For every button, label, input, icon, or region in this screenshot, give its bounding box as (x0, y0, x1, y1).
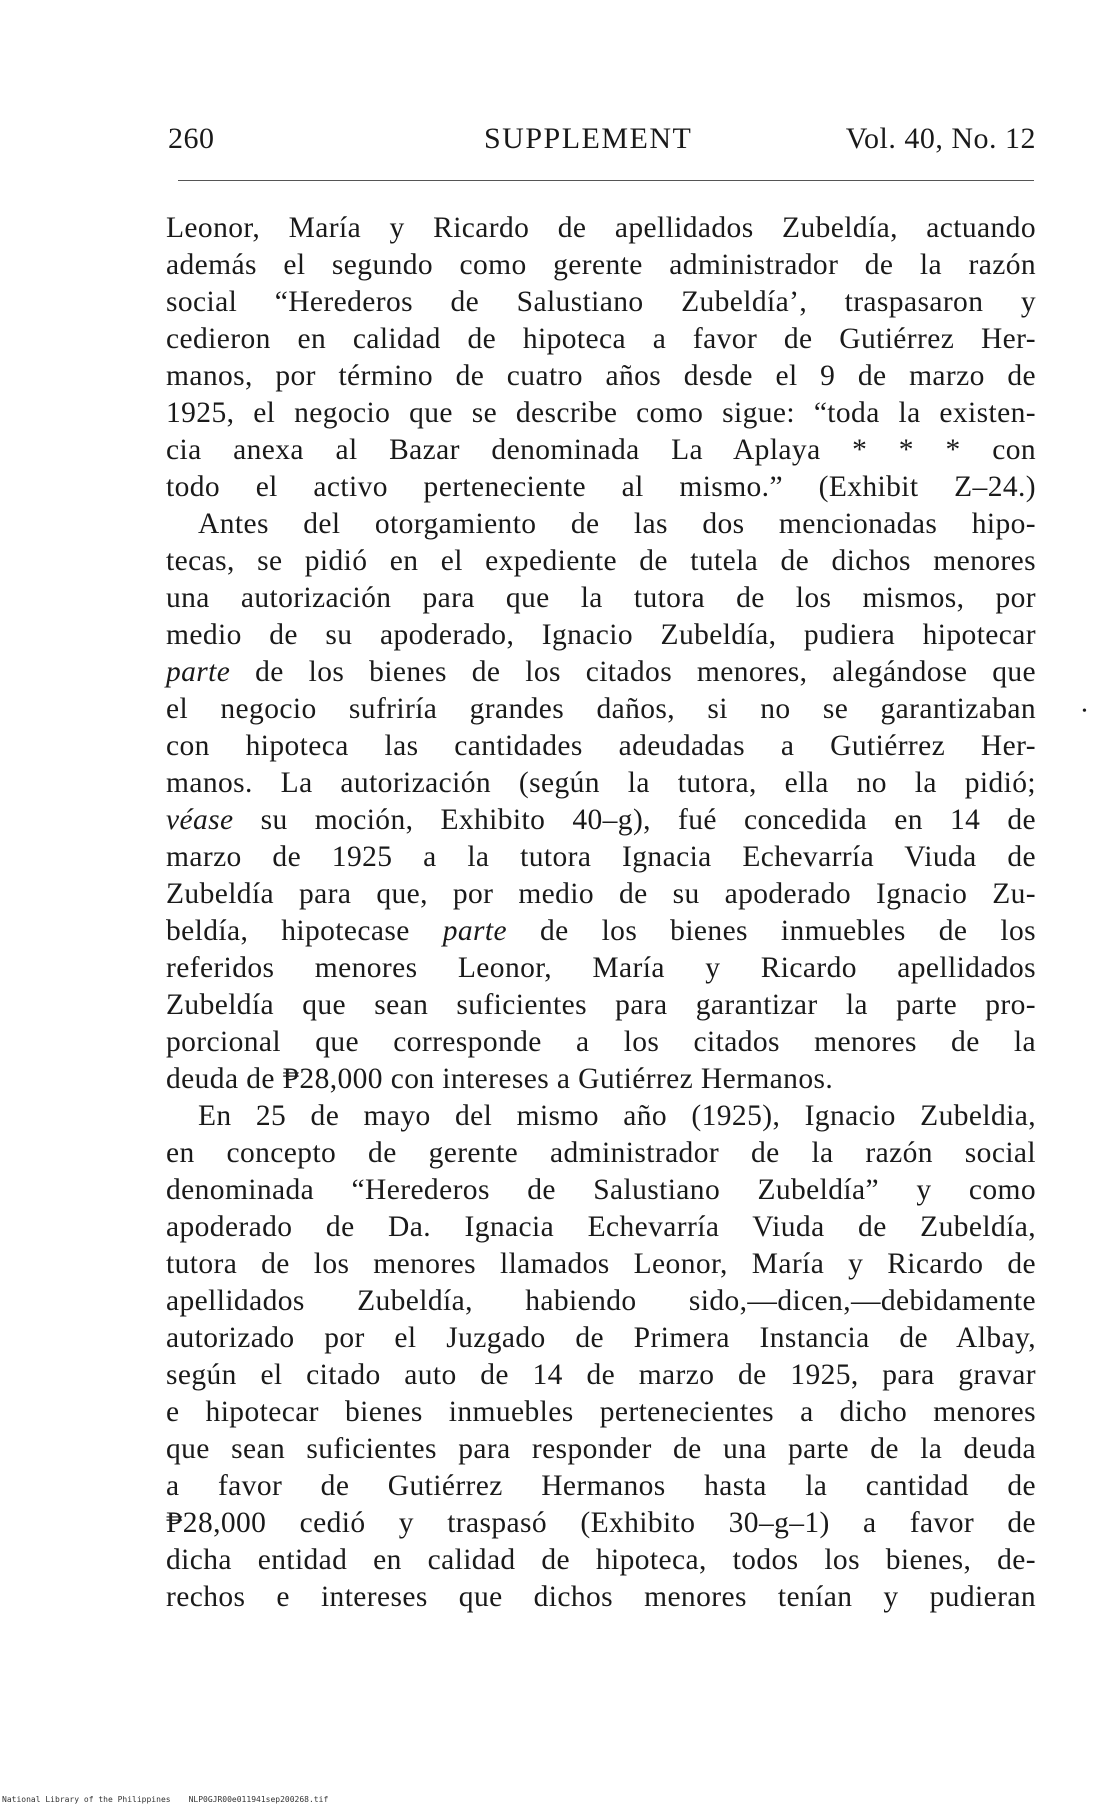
text-line: además el segundo como gerente administrador de la razón (166, 249, 1036, 281)
running-title: SUPPLEMENT (484, 122, 693, 155)
text-line: parte de los bienes de los citados menores, alegándose que (166, 656, 1036, 688)
header-rule (178, 180, 1034, 181)
text-line: Antes del otorgamiento de las dos mencionadas hipo- (198, 508, 1036, 540)
text-line: con hipoteca las cantidades adeudadas a Gutiérrez Her- (166, 730, 1036, 762)
text-line: véase su moción, Exhibito 40–g), fué concedida en 14 de (166, 804, 1036, 836)
text-line: ₱28,000 cedió y traspasó (Exhibito 30–g–1) a favor de (166, 1507, 1036, 1539)
text-line: manos, por término de cuatro años desde el 9 de marzo de (166, 360, 1036, 392)
text-line: porcional que corresponde a los citados menores de la (166, 1026, 1036, 1058)
text-line: marzo de 1925 a la tutora Ignacia Echevarría Viuda de (166, 841, 1036, 873)
text-line: rechos e intereses que dichos menores tenían y pudieran (166, 1581, 1036, 1613)
text-line: cedieron en calidad de hipoteca a favor de Gutiérrez Her- (166, 323, 1036, 355)
text-line: Zubeldía que sean suficientes para garantizar la parte pro- (166, 989, 1036, 1021)
text-line: deuda de ₱28,000 con intereses a Gutiérrez Hermanos. (166, 1063, 834, 1095)
scan-filename: NLP0GJR00e011941sep200268.tif (188, 1795, 329, 1804)
text-line: apoderado de Da. Ignacia Echevarría Viuda de Zubeldía, (166, 1211, 1036, 1243)
text-line: Zubeldía para que, por medio de su apoderado Ignacio Zu- (166, 878, 1036, 910)
text-line: todo el activo perteneciente al mismo.” (Exhibit Z–24.) (166, 471, 1036, 503)
text-line: autorizado por el Juzgado de Primera Instancia de Albay, (166, 1322, 1036, 1354)
text-line: cia anexa al Bazar denominada La Aplaya * * * con (166, 434, 1036, 466)
text-line: social “Herederos de Salustiano Zubeldía’, traspasaron y (166, 286, 1036, 318)
library-credit: National Library of the Philippines (2, 1795, 171, 1804)
page-header (168, 122, 1036, 162)
text-line: referidos menores Leonor, María y Ricardo apellidados (166, 952, 1036, 984)
margin-mark: • (1082, 704, 1087, 719)
text-line: 1925, el negocio que se describe como sigue: “toda la existen- (166, 397, 1036, 429)
volume-number: Vol. 40, No. 12 (845, 122, 1036, 155)
text-line: denominada “Herederos de Salustiano Zubeldía” y como (166, 1174, 1036, 1206)
text-line: apellidados Zubeldía, habiendo sido,—dicen,—debidamente (166, 1285, 1036, 1317)
text-line: Leonor, María y Ricardo de apellidados Zubeldía, actuando (166, 212, 1036, 244)
text-line: tutora de los menores llamados Leonor, María y Ricardo de (166, 1248, 1036, 1280)
text-line: En 25 de mayo del mismo año (1925), Ignacio Zubeldia, (198, 1100, 1036, 1132)
text-line: manos. La autorización (según la tutora, ella no la pidió; (166, 767, 1036, 799)
text-line: tecas, se pidió en el expediente de tutela de dichos menores (166, 545, 1036, 577)
text-line: dicha entidad en calidad de hipoteca, todos los bienes, de- (166, 1544, 1036, 1576)
text-line: una autorización para que la tutora de los mismos, por (166, 582, 1036, 614)
body-text (166, 210, 1036, 1616)
text-line: medio de su apoderado, Ignacio Zubeldía, pudiera hipotecar (166, 619, 1036, 651)
scan-footer (2, 1795, 328, 1804)
text-line: según el citado auto de 14 de marzo de 1925, para gravar (166, 1359, 1036, 1391)
text-line: e hipotecar bienes inmuebles pertenecientes a dicho menores (166, 1396, 1036, 1428)
page-number: 260 (168, 122, 215, 155)
text-line: a favor de Gutiérrez Hermanos hasta la cantidad de (166, 1470, 1036, 1502)
text-line: el negocio sufriría grandes daños, si no se garantizaban (166, 693, 1036, 725)
text-line: que sean suficientes para responder de una parte de la deuda (166, 1433, 1036, 1465)
text-line: beldía, hipotecase parte de los bienes inmuebles de los (166, 915, 1036, 947)
text-line: en concepto de gerente administrador de la razón social (166, 1137, 1036, 1169)
